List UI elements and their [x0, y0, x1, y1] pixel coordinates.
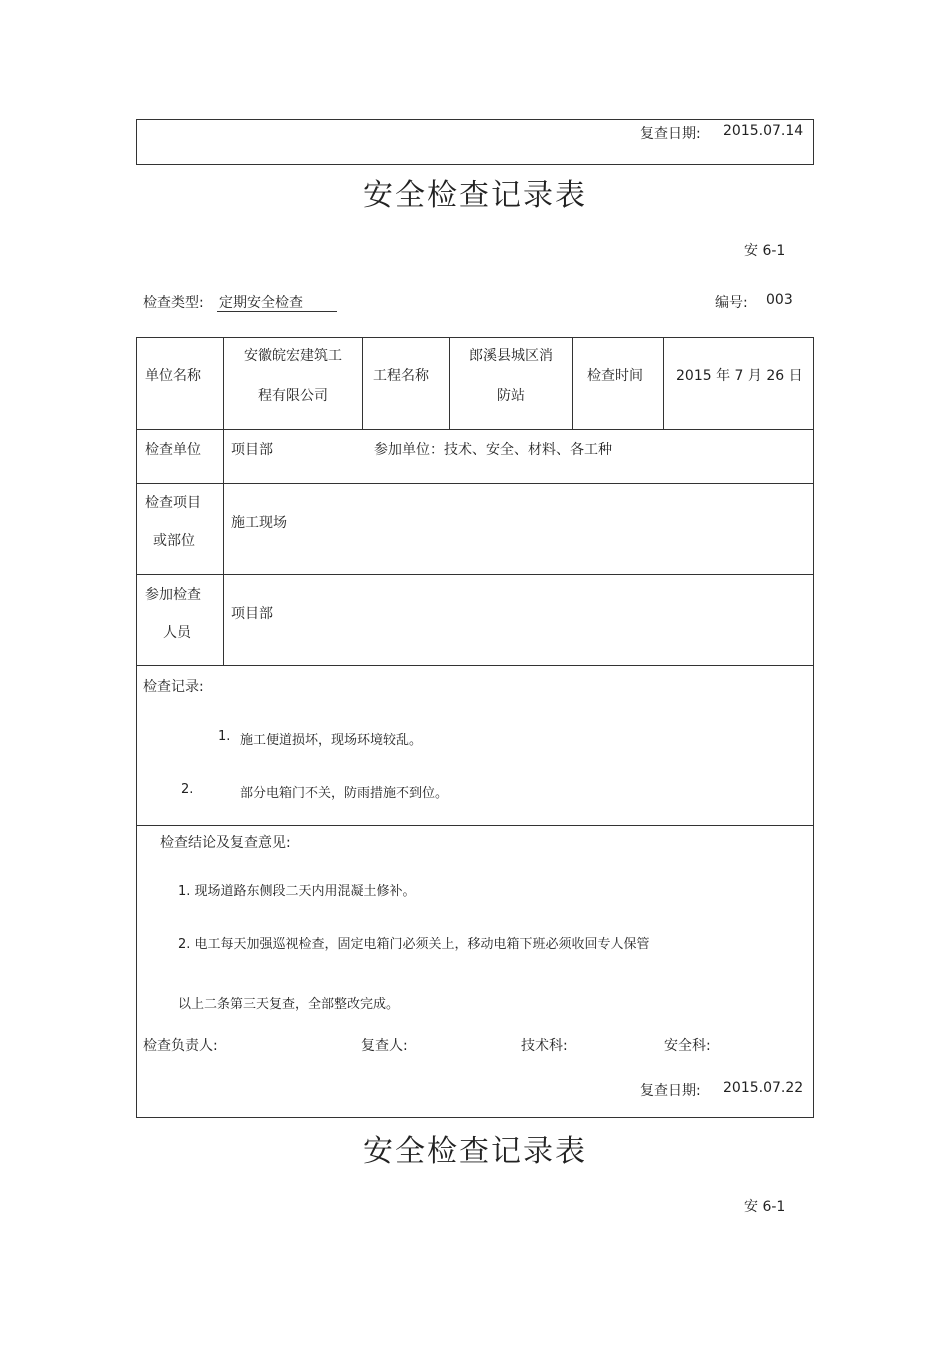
participating-units: 参加单位：技术、安全、材料、各工种	[374, 442, 612, 458]
inspection-item-value: 施工现场	[231, 515, 287, 531]
record-label: 检查记录:	[143, 679, 204, 695]
inspection-time-label: 检查时间	[587, 368, 643, 384]
staff-label-line2: 人员	[163, 625, 191, 641]
inspection-item-label-line2: 或部位	[153, 533, 195, 549]
inspector-signature-label: 检查负责人:	[143, 1038, 218, 1054]
number-value: 003	[766, 292, 793, 308]
page-title: 安全检查记录表	[363, 178, 587, 213]
inspection-type-label: 检查类型:	[143, 295, 204, 311]
tech-dept-signature-label: 技术科:	[521, 1038, 568, 1054]
project-name-line2: 防站	[497, 388, 525, 404]
number-label: 编号:	[715, 295, 748, 311]
record-item1-num: 1.	[218, 729, 231, 744]
conclusion-item1: 1. 现场道路东侧段二天内用混凝土修补。	[178, 884, 416, 899]
unit-name-line1: 安徽皖宏建筑工	[244, 348, 342, 364]
bottom-review-date: 2015.07.22	[723, 1080, 804, 1096]
inspection-type-underline	[217, 311, 337, 312]
record-item1-text: 施工便道损坏，现场环境较乱。	[240, 733, 423, 748]
project-name-line1: 郎溪县城区消	[469, 348, 553, 364]
conclusion-summary: 以上二条第三天复查，全部整改完成。	[178, 997, 400, 1012]
record-item2-num: 2.	[181, 782, 194, 797]
conclusion-label: 检查结论及复查意见:	[160, 835, 291, 851]
page-title-2: 安全检查记录表	[363, 1134, 587, 1169]
inspection-unit: 项目部	[231, 442, 273, 458]
project-name-label: 工程名称	[373, 368, 429, 384]
inspection-type: 定期安全检查	[219, 295, 303, 311]
conclusion-item2: 2. 电工每天加强巡视检查，固定电箱门必须关上，移动电箱下班必须收回专人保管	[178, 937, 650, 952]
inspection-time: 2015 年 7 月 26 日	[676, 368, 803, 384]
bottom-review-date-label: 复查日期:	[640, 1083, 701, 1099]
reviewer-signature-label: 复查人:	[361, 1038, 408, 1054]
inspection-unit-label: 检查单位	[145, 442, 201, 458]
top-review-date-label: 复查日期:	[640, 126, 701, 142]
staff-label-line1: 参加检查	[145, 587, 201, 603]
safety-dept-signature-label: 安全科:	[664, 1038, 711, 1054]
record-item2-text: 部分电箱门不关，防雨措施不到位。	[240, 786, 449, 801]
form-code: 安 6-1	[744, 243, 786, 259]
staff-value: 项目部	[231, 606, 273, 622]
form-code-2: 安 6-1	[744, 1199, 786, 1215]
inspection-item-label-line1: 检查项目	[145, 495, 201, 511]
top-review-date: 2015.07.14	[723, 123, 804, 139]
unit-name-line2: 程有限公司	[258, 388, 328, 404]
unit-name-label: 单位名称	[145, 368, 201, 384]
top-review-box	[136, 119, 814, 165]
